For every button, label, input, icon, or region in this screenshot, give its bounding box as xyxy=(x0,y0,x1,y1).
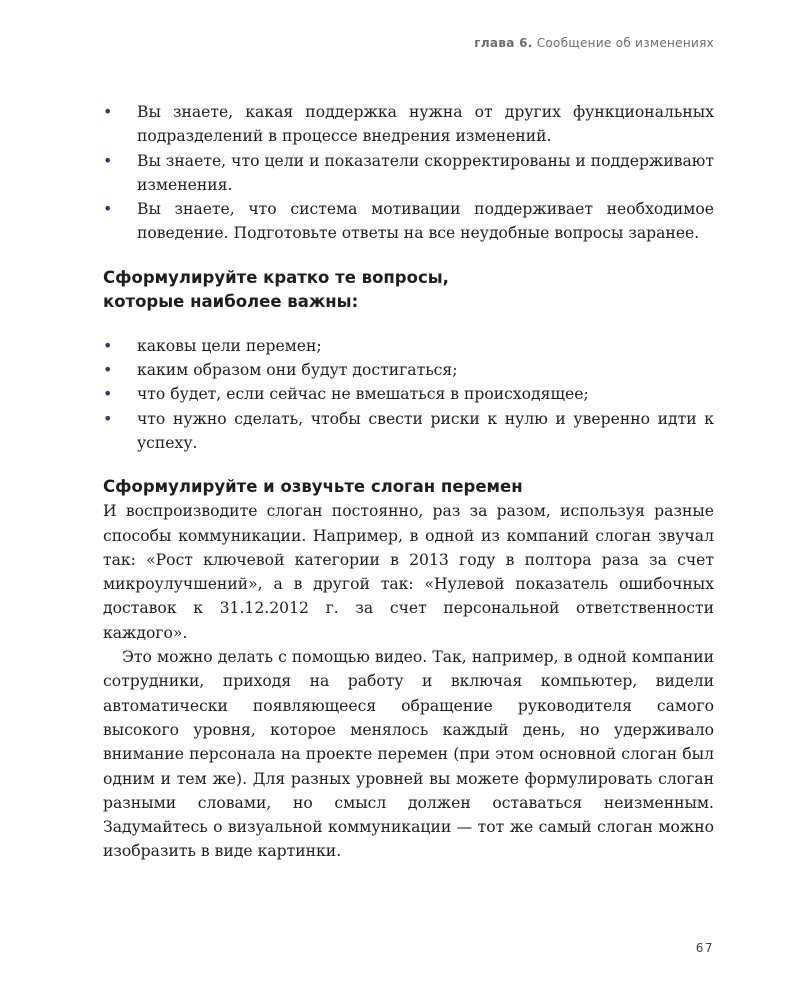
chapter-label: глава 6. xyxy=(474,36,533,50)
bullet-icon: • xyxy=(103,199,113,219)
chapter-title: Сообщение об изменениях xyxy=(536,36,714,50)
list-item: • Вы знаете, что система мотивации поддерживает необходимое поведение. Подготовьте ответы на все неудобные вопросы заранее. xyxy=(103,199,714,243)
bullet-icon: • xyxy=(103,102,113,121)
paragraph: И воспроизводите слоган постоянно, раз за разом, используя разные способы коммуникации. Например, в одной из компаний слоган звучал так: «Рост ключевой категории в 2013 году в полтора раза за счет микроулучшений», а в другой так: «Нулевой показатель ошибочных доставок к 31.12.2012 г. за счет персональной ответственности каждого». xyxy=(103,502,714,642)
bullet-icon: • xyxy=(103,360,113,380)
list-item: • что нужно сделать, чтобы свести риски к нулю и уверенно идти к успеху. xyxy=(103,408,714,452)
bullet-icon: • xyxy=(103,384,113,404)
questions-list xyxy=(103,334,714,455)
list-item: • Вы знаете, что цели и показатели скорректированы и поддерживают изменения. xyxy=(103,150,714,194)
paragraph: Это можно делать с помощью видео. Так, например, в одной компании сотрудники, приходя на работу и включая компьютер, видели автоматически появляющееся обращение руководителя самого высокого уровня, которое менялось каждый день, но удерживало внимание персонала на проекте перемен (при этом основной слоган был одним и тем же). Для разных уровней вы можете формулировать слоган разными словами, но смысл должен оставаться неизменным. Задумайтесь о визуальной коммуникации — тот же самый слоган можно изобразить в виде картинки. xyxy=(103,648,714,861)
section-heading-slogan: Сформулируйте и озвучьте слоган перемен xyxy=(103,477,523,497)
page-number: 67 xyxy=(695,941,714,955)
list-item: • каким образом они будут достигаться; xyxy=(103,358,714,382)
list-item: • каковы цели перемен; xyxy=(103,334,714,358)
section-heading-questions: Сформулируйте кратко те вопросы, которые наиболее важны: xyxy=(103,267,449,311)
list-item: • Вы знаете, какая поддержка нужна от других функциональных подразделений в процессе внедрения изменений. xyxy=(103,102,714,146)
knowledge-list xyxy=(103,100,714,246)
bullet-icon: • xyxy=(103,335,113,355)
bullet-icon: • xyxy=(103,150,113,170)
running-header xyxy=(474,36,714,50)
page-body xyxy=(103,100,714,864)
list-item: • что будет, если сейчас не вмешаться в происходящее; xyxy=(103,382,714,406)
bullet-icon: • xyxy=(103,408,113,428)
